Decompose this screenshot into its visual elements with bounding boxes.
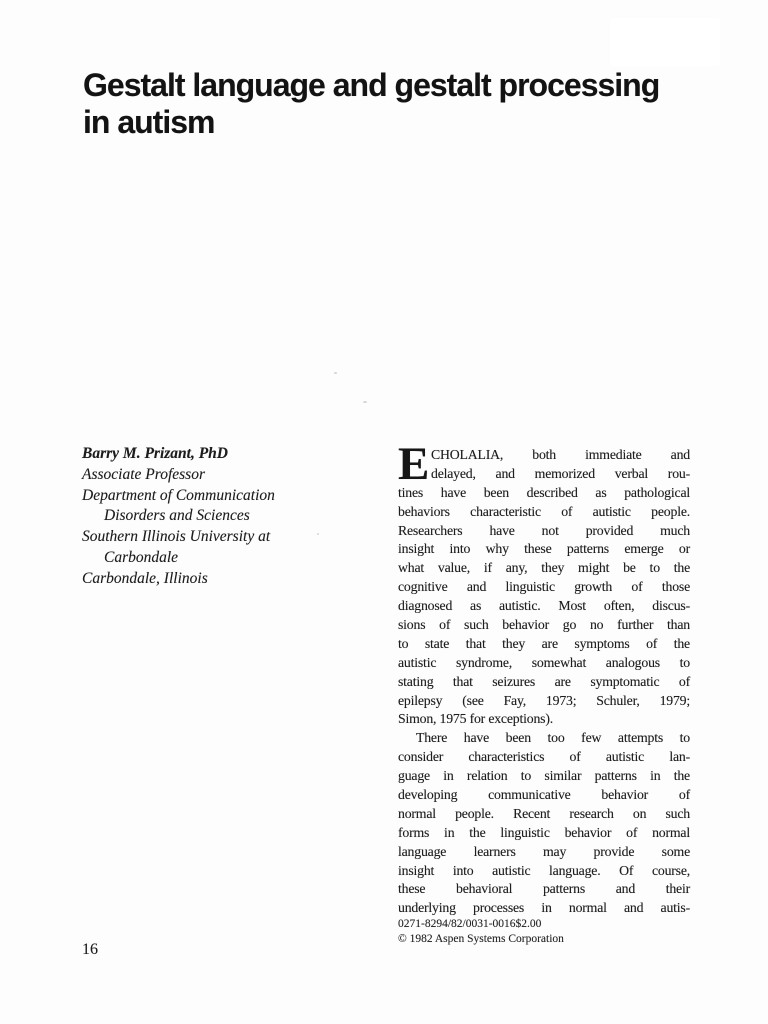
body-line: these behavioral patterns and their bbox=[398, 881, 690, 897]
author-line: Carbondale, Illinois bbox=[82, 569, 208, 587]
body-line: language learners may provide some bbox=[398, 843, 690, 859]
body-line: delayed, and memorized verbal rou- bbox=[431, 465, 690, 481]
imprint-block bbox=[398, 917, 564, 947]
article-title bbox=[83, 67, 659, 141]
article-title-line-2: in autism bbox=[83, 104, 215, 140]
body-line: sions of such behavior go no further than bbox=[398, 617, 690, 633]
body-line: consider characteristics of autistic lan- bbox=[398, 749, 690, 765]
body-line: cognitive and linguistic growth of those bbox=[398, 579, 690, 595]
body-line: autistic syndrome, somewhat analogous to bbox=[398, 654, 690, 670]
page-number: 16 bbox=[82, 941, 98, 958]
body-line: CHOLALIA, both immediate and bbox=[431, 447, 690, 462]
author-line: Disorders and Sciences bbox=[104, 507, 250, 525]
body-line: behaviors characteristic of autistic people. bbox=[398, 503, 690, 519]
body-line: Simon, 1975 for exceptions). bbox=[398, 711, 553, 727]
body-paragraphs bbox=[398, 446, 690, 918]
body-line: normal people. Recent research on such bbox=[398, 805, 690, 821]
author-line: Carbondale bbox=[104, 548, 179, 566]
author-block bbox=[82, 444, 382, 590]
body-line: diagnosed as autistic. Most often, discus- bbox=[398, 598, 690, 614]
author-line: Department of Communication bbox=[82, 486, 275, 504]
body-line: insight into autistic language. Of course, bbox=[398, 862, 690, 878]
article-body-column bbox=[398, 438, 690, 918]
body-line: what value, if any, they might be to the bbox=[398, 560, 690, 576]
body-line: guage in relation to similar patterns in the bbox=[398, 768, 690, 784]
body-line: underlying processes in normal and autis- bbox=[398, 900, 690, 916]
body-line: insight into why these patterns emerge or bbox=[398, 541, 690, 557]
author-line: Southern Illinois University at bbox=[82, 528, 271, 546]
imprint-issn-line: 0271-8294/82/0031-0016$2.00 bbox=[398, 918, 542, 930]
body-line: There have been too few attempts to bbox=[416, 730, 690, 746]
body-line: developing communicative behavior of bbox=[398, 787, 690, 803]
author-line: Barry M. Prizant, PhD bbox=[82, 445, 228, 462]
drop-cap-letter: E bbox=[398, 438, 430, 490]
author-line: Associate Professor bbox=[82, 465, 205, 483]
body-line: epilepsy (see Fay, 1973; Schuler, 1979; bbox=[398, 692, 690, 708]
body-line: Researchers have not provided much bbox=[398, 522, 690, 538]
scan-light-patch bbox=[610, 18, 720, 66]
imprint-copyright-line: © 1982 Aspen Systems Corporation bbox=[398, 932, 564, 945]
body-line: stating that seizures are symptomatic of bbox=[398, 673, 690, 689]
scan-speck bbox=[363, 401, 367, 403]
body-line: forms in the linguistic behavior of normal bbox=[398, 824, 690, 840]
scan-speck bbox=[334, 372, 337, 374]
body-line: tines have been described as pathological bbox=[398, 484, 690, 500]
article-title-line-1: Gestalt language and gestalt processing bbox=[83, 67, 660, 103]
body-line: to state that they are symptoms of the bbox=[398, 635, 690, 651]
